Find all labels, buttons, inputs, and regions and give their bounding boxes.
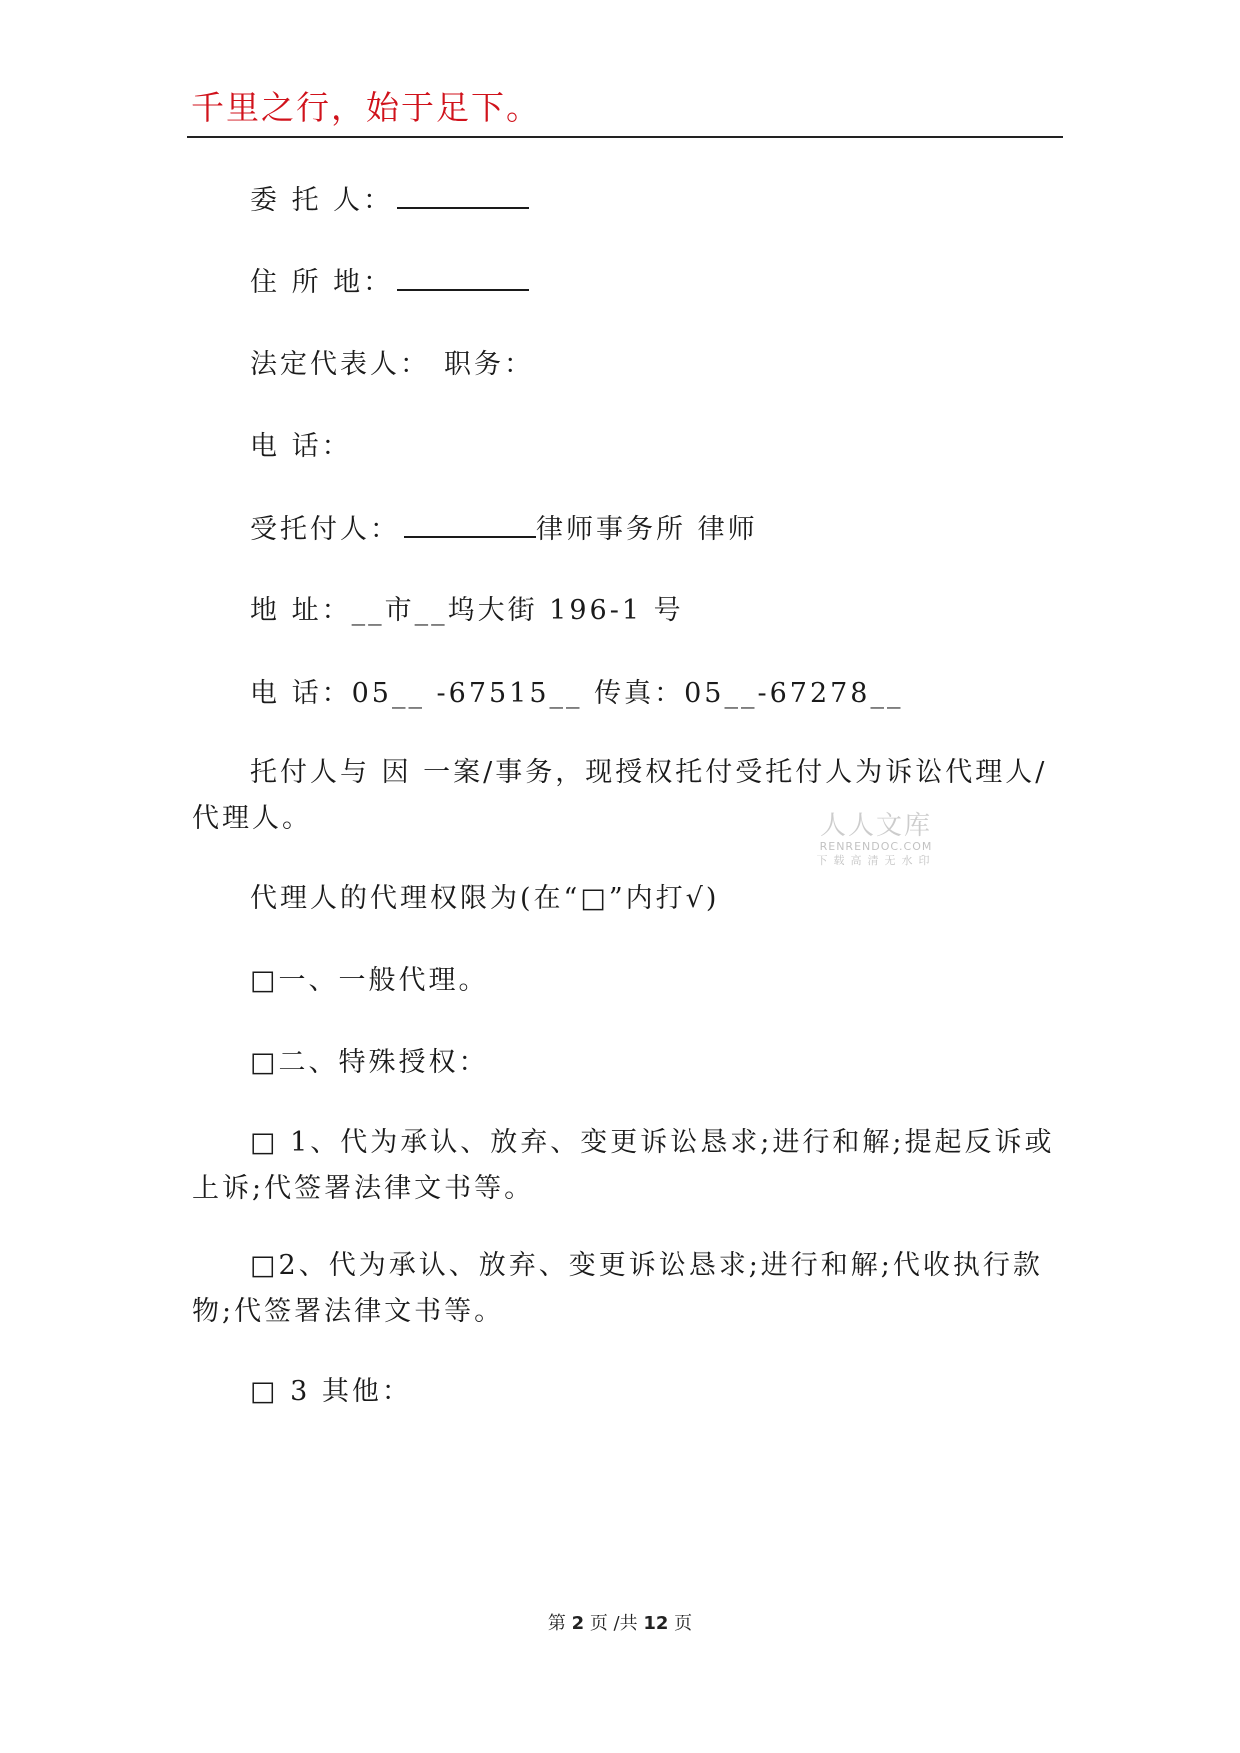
- agent-label: 受托付人：: [250, 514, 400, 545]
- page-footer: [0, 1612, 1240, 1636]
- phone-row: [250, 430, 352, 464]
- phone-label: 电 话：: [250, 431, 352, 462]
- client-blank: [397, 183, 529, 209]
- agent-row: [250, 512, 758, 547]
- client-label: 委 托 人：: [250, 185, 394, 216]
- option-3: □ 3 其他：: [250, 1376, 412, 1407]
- scope-intro: 代理人的代理权限为(在“□”内打√): [250, 883, 720, 914]
- page-header: [187, 84, 1063, 138]
- footer-page-number: 2: [571, 1613, 585, 1634]
- option-general: □一、一般代理。: [250, 965, 489, 996]
- authorization-paragraph: 托付人与 因 一案/事务，现授权托付受托付人为诉讼代理人/代理人。: [192, 757, 1048, 834]
- address-blank: [397, 265, 529, 291]
- legal-rep-row: [250, 348, 534, 382]
- footer-suffix: 页: [674, 1613, 693, 1634]
- watermark: [806, 812, 946, 868]
- option-2: □2、代为承认、放弃、变更诉讼恳求;进行和解;代收执行款物;代签署法律文书等。: [192, 1250, 1043, 1327]
- legal-rep-label: 法定代表人：: [250, 349, 430, 380]
- footer-total-pages: 12: [643, 1613, 669, 1634]
- footer-prefix: 第: [547, 1613, 566, 1634]
- header-motto: 千里之行，始于足下。: [191, 88, 541, 127]
- address-row: [250, 265, 529, 300]
- client-row: [250, 183, 529, 218]
- option-1: □ 1、代为承认、放弃、变更诉讼恳求;进行和解;提起反诉或上诉;代签署法律文书等。: [192, 1127, 1055, 1204]
- position-label: 职务：: [444, 349, 534, 380]
- agent-contact: 电 话：05__ -67515__ 传真：05__-67278__: [250, 678, 904, 709]
- address-label: 住 所 地：: [250, 267, 394, 298]
- watermark-subtitle: 下载高清无水印: [816, 854, 936, 867]
- watermark-name: 人人文库: [819, 811, 932, 841]
- agent-blank: [404, 512, 536, 538]
- agent-suffix: 律师事务所 律师: [536, 514, 758, 545]
- watermark-url: RENRENDOC.COM: [819, 840, 933, 853]
- agent-address: 地 址：__市__坞大街 196-1 号: [250, 595, 684, 626]
- option-special: □二、特殊授权：: [250, 1047, 489, 1078]
- footer-middle: 页 /共: [589, 1613, 638, 1634]
